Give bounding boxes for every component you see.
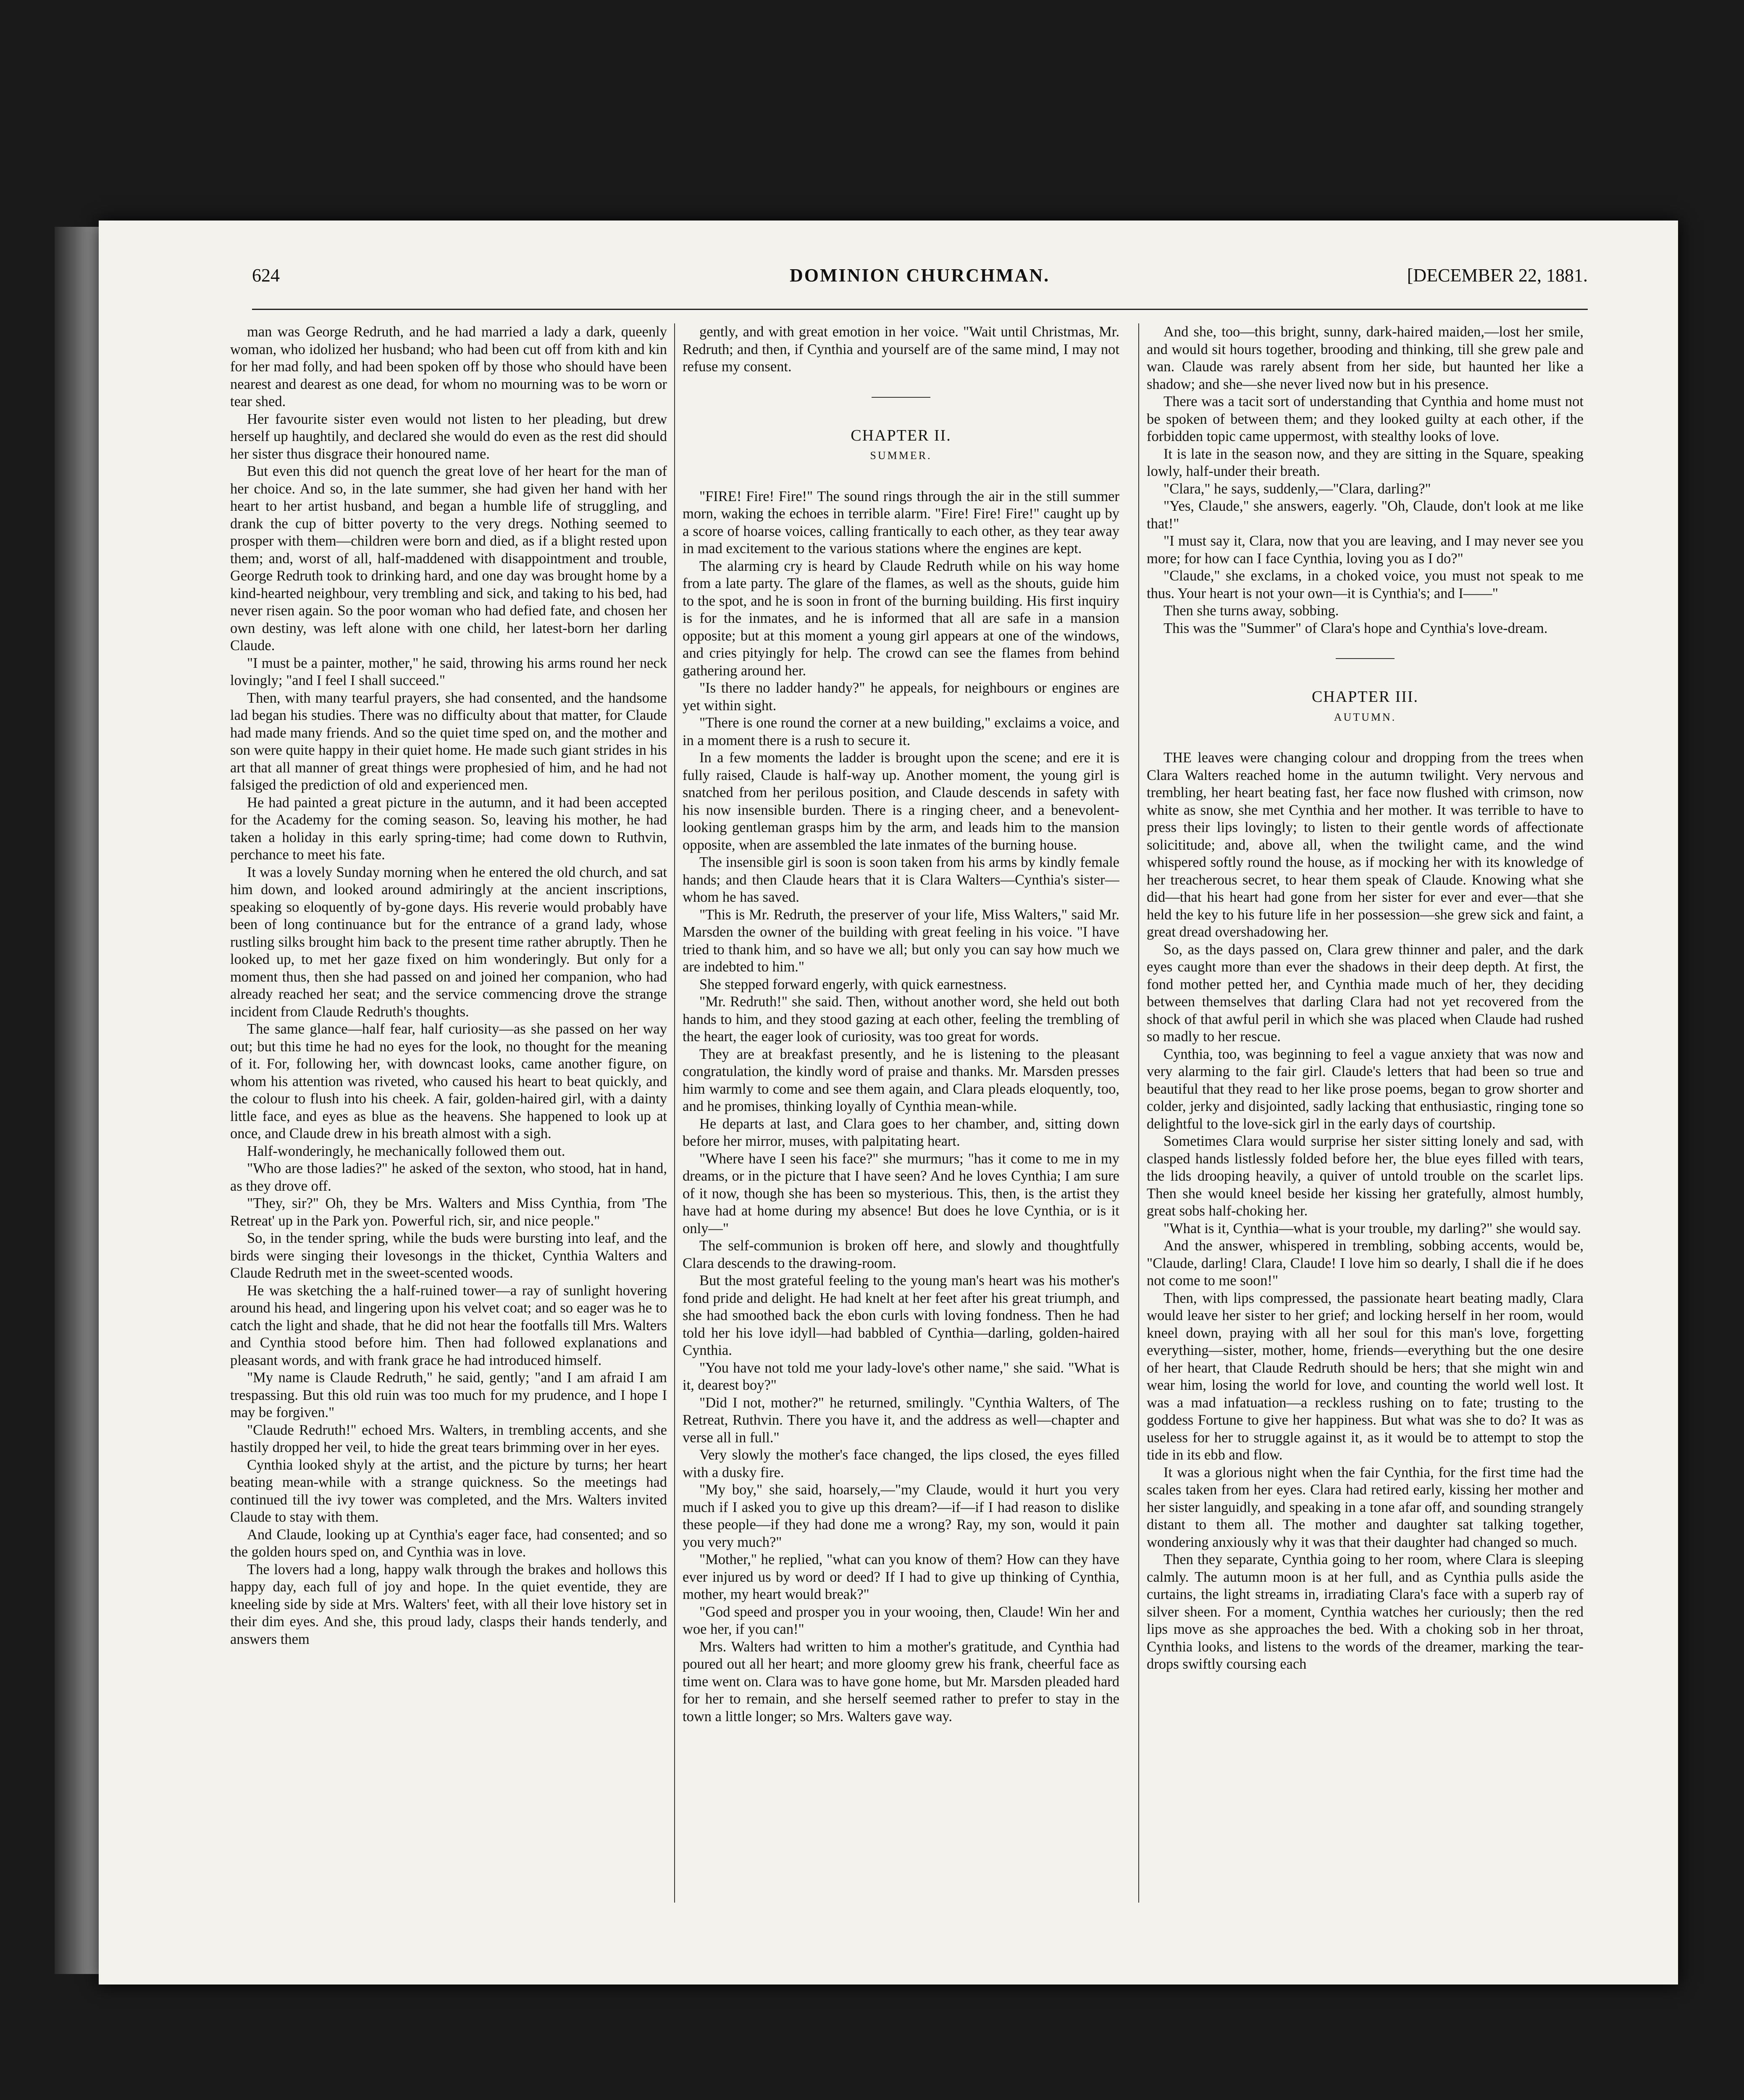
column-2-intro (683, 323, 1119, 376)
paragraph: Then she turns away, sobbing. (1164, 603, 1339, 619)
column-3 (1147, 323, 1584, 1903)
paragraph: Cynthia, too, was beginning to feel a vague anxiety that was now and very alarming to the fair girl. Claude's letters that had been so true and beautiful that they read to her like prose poems, began to grow shorter and colder, jerky and disjointed, sadly lacking that enthusiastic, ringing tone so delightful to the love-sick girl in the early days of courtship. (1147, 1046, 1584, 1132)
column-2-body (683, 488, 1119, 1726)
paragraph: Very slowly the mother's face changed, the lips closed, the eyes filled with a dusky fire. (683, 1447, 1119, 1480)
paragraph: "My boy," she said, hoarsely,—"my Claude, would it hurt you very much if I asked you to give up this dream?—if—if I had reason to dislike these people—if they had done me a wrong? Ray, my son, would it pain you very much?" (683, 1482, 1119, 1550)
paragraph: The alarming cry is heard by Claude Redruth while on his way home from a late party. The glare of the flames, as well as the shouts, guide him to the spot, and he is soon in front of the burning building. His first inquiry is for the inmates, and he is informed that all are safe in a mansion opposite; but at this moment a young girl appears at one of the windows, and cries pityingly for help. The crowd can see the flames from behind gathering around her. (683, 558, 1119, 679)
paragraph: He was sketching the a half-ruined tower—a ray of sunlight hovering around his head, and lingering upon his velvet coat; and so eager was he to catch the light and shade, that he did not hear the footfalls till Mrs. Walters and Cynthia stood before him. Then had followed explanations and pleasant words, and with frank grace he had introduced himself. (230, 1282, 667, 1368)
paragraph: "This is Mr. Redruth, the preserver of your life, Miss Walters," said Mr. Marsden the owner of the building with great feeling in his voice. "I have tried to thank him, and so have we all; but only you can say how much we are indebted to him." (683, 906, 1119, 975)
paragraph: Mrs. Walters had written to him a mother's gratitude, and Cynthia had poured out all her heart; and more gloomy grew his frank, cheerful face as time went on. Clara was to have gone home, but Mr. Marsden pleaded hard for her to remain, and she herself seemed rather to prefer to stay in the town a little longer; so Mrs. Walters gave way. (683, 1638, 1119, 1725)
paragraph: "God speed and prosper you in your wooing, then, Claude! Win her and woe her, if you can!" (683, 1604, 1119, 1637)
paragraph: This was the "Summer" of Clara's hope and Cynthia's love-dream. (1164, 620, 1548, 636)
paragraph: The same glance—half fear, half curiosity—as she passed on her way out; but this time he had no eyes for the look, no thought for the meaning of it. For, following her, with downcast looks, came another figure, on whom his attention was riveted, who caused his heart to beat quickly, and the colour to flush into his cheek. A fair, golden-haired girl, with a dainty little face, and eyes as blue as the heavens. She happened to look up at once, and Claude drew in his breath almost with a sigh. (230, 1021, 667, 1142)
paragraph: "Yes, Claude," she answers, eagerly. "Oh, Claude, don't look at me like that!" (1147, 498, 1584, 532)
paragraph: And Claude, looking up at Cynthia's eager face, had consented; and so the golden hours sped on, and Cynthia was in love. (230, 1526, 667, 1560)
column-1 (230, 323, 667, 1903)
paragraph: Cynthia looked shyly at the artist, and the picture by turns; her heart beating mean-while with a strange quickness. So the meetings had continued till the ivy tower was completed, and the Mrs. Walters invited Claude to stay with them. (230, 1457, 667, 1525)
page-header (252, 265, 1588, 290)
paragraph: And she, too—this bright, sunny, dark-haired maiden,—lost her smile, and would sit hours together, brooding and thinking, till she grew pale and wan. Claude was rarely absent from her side, but haunted her like a shadow; and she—she never lived now but in his presence. (1147, 324, 1584, 392)
header-rule (252, 309, 1588, 310)
chapter-title: CHAPTER III. (1311, 688, 1419, 706)
paragraph: gently, and with great emotion in her voice. "Wait until Christmas, Mr. Redruth; and then, if Cynthia and yourself are of the same mind, I may not refuse my consent. (683, 324, 1119, 375)
paragraph: It was a lovely Sunday morning when he entered the old church, and sat him down, and looked around admiringly at the ancient inscriptions, speaking so eloquently of by-gone days. His reverie would probably have been of long continuance but for the entrance of a grand lady, whose rustling silks brought him back to the present time rather abruptly. Then he looked up, to met her gaze fixed on him wonderingly. But only for a moment thus, then she had passed on and joined her companion, who had already reached her seat; and the service commencing drove the strange incident from Claude Redruth's thoughts. (230, 864, 667, 1020)
paragraph: And the answer, whispered in trembling, sobbing accents, would be, "Claude, darling! Clara, Claude! I love him so dearly, I shall die if he does not come to me soon!" (1147, 1238, 1584, 1289)
paragraph: The self-communion is broken off here, and slowly and thoughtfully Clara descends to the drawing-room. (683, 1238, 1119, 1271)
paragraph: "I must say it, Clara, now that you are leaving, and I may never see you more; for how can I face Cynthia, loving you as I do?" (1147, 533, 1584, 567)
paragraph: They are at breakfast presently, and he is listening to the pleasant congratulation, the kindly word of praise and thanks. Mr. Marsden presses him warmly to come and see them again, and Clara pleads eloquently, too, and he promises, thinking loyally of Cynthia mean-while. (683, 1046, 1119, 1114)
paragraph: So, as the days passed on, Clara grew thinner and paler, and the dark eyes caught more than ever the shadows in their deep depth. At first, the fond mother petted her, and Cynthia made much of her, they deciding between themselves that darling Clara had not yet recovered from the shock of that awful peril in which she was placed when Claude had rushed so madly to her rescue. (1147, 941, 1584, 1045)
chapter-subtitle: SUMMER. (870, 449, 932, 462)
issue-date: [DECEMBER 22, 1881. (1407, 265, 1588, 286)
paragraph: "Claude Redruth!" echoed Mrs. Walters, in trembling accents, and she hastily dropped her veil, to hide the great tears brimming over in her eyes. (230, 1422, 667, 1455)
paragraph: It is late in the season now, and they are sitting in the Square, speaking lowly, half-under their breath. (1147, 446, 1584, 479)
page-number: 624 (252, 265, 280, 286)
paragraph: She stepped forward engerly, with quick earnestness. (699, 976, 1007, 992)
section-separator (872, 397, 930, 398)
paragraph: So, in the tender spring, while the buds were bursting into leaf, and the birds were singing their lovesongs in the thicket, Cynthia Walters and Claude Redruth met in the sweet-scented woods. (230, 1230, 667, 1281)
paragraph: Sometimes Clara would surprise her sister sitting lonely and sad, with clasped hands listlessly folded before her, the blue eyes filled with tears, the lids drooping heavily, a quiver of untold trouble on the scarlet lips. Then she would kneel beside her kissing her gratefully, almost humbly, great sobs half-choking her. (1147, 1133, 1584, 1219)
paragraph: "I must be a painter, mother," he said, throwing his arms round her neck lovingly; "and I feel I shall succeed." (230, 655, 667, 688)
chapter-subtitle: AUTUMN. (1334, 711, 1397, 723)
paragraph: "Mr. Redruth!" she said. Then, without another word, she held out both hands to him, and they stood gazing at each other, feeling the trembling of the heart, the eager look of curiosity, was too great for words. (683, 994, 1119, 1045)
journal-title: DOMINION CHURCHMAN. (790, 265, 1050, 286)
paragraph: "What is it, Cynthia—what is your trouble, my darling?" she would say. (1164, 1220, 1581, 1236)
paragraph: "They, sir?" Oh, they be Mrs. Walters and Miss Cynthia, from 'The Retreat' up in the Park yon. Powerful rich, sir, and nice people." (230, 1195, 667, 1229)
paragraph: "Did I not, mother?" he returned, smilingly. "Cynthia Walters, of The Retreat, Ruthvin. There you have it, and the address as well—chapter and verse all in full." (683, 1394, 1119, 1446)
paragraph: "Where have I seen his face?" she murmurs; "has it come to me in my dreams, or in the picture that I have seen? And he loves Cynthia; I am sure of it now, though she has been so mysterious. This, then, is the artist they have had at home during my absence! But does he love Cynthia, or is it only—" (683, 1150, 1119, 1236)
paragraph: "You have not told me your lady-love's other name," she said. "What is it, dearest boy?" (683, 1360, 1119, 1393)
paragraph: Then, with many tearful prayers, she had consented, and the handsome lad began his studies. There was no difficulty about that matter, for Claude had made many friends. And so the quiet time sped on, and the mother and son were quite happy in their quiet home. He made such giant strides in his art that all manner of great things were prophesied of him, and he had not falsiged the prediction of old and experienced men. (230, 690, 667, 793)
paragraph: THE leaves were changing colour and dropping from the trees when Clara Walters reached home in the autumn twilight. Very nervous and trembling, her heart beating fast, her face now flushed with crimson, now white as snow, she met Cynthia and her mother. It was terrible to have to press their lips lovingly; to listen to their gentle words of affectionate solicititude; and, above all, when the twilight came, and the wind whispered softly round the house, as if mocking her with its knowledge of her treacherous secret, to hear them speak of Claude. Knowing what she did—that his heart had gone from her sister for ever and ever—that she held the key to his future life in her possession—she grew sick and faint, a great dread overshadowing her. (1147, 750, 1584, 940)
paragraph: "My name is Claude Redruth," he said, gently; "and I am afraid I am trespassing. But this old ruin was too much for my prudence, and I hope I may be forgiven." (230, 1370, 667, 1420)
section-separator (1336, 658, 1395, 659)
column-divider (674, 323, 675, 1903)
paragraph: "Who are those ladies?" he asked of the sexton, who stood, hat in hand, as they drove off. (230, 1160, 667, 1194)
paragraph: Her favourite sister even would not listen to her pleading, but drew herself up haughtily, and declared she would do even as the rest did should her sister thus disgrace their honoured name. (230, 411, 667, 462)
paragraph: It was a glorious night when the fair Cynthia, for the first time had the scales taken from her eyes. Clara had retired early, kissing her mother and her sister languidly, and speaking in a tone afar off, and sounding strangely distant to them all. The mother and daughter sat talking together, wondering anxiously why it was that their daughter had changed so much. (1147, 1464, 1584, 1550)
paragraph: "There is one round the corner at a new building," exclaims a voice, and in a moment there is a rush to secure it. (683, 715, 1119, 748)
paragraph: man was George Redruth, and he had married a lady a dark, queenly woman, who idolized her husband; who had been cut off from kith and kin for her mad folly, and had been spoken off by those who should have been nearest and dearest as one dead, for whom no mourning was to be worn or tear shed. (230, 324, 667, 410)
paragraph: He departs at last, and Clara goes to her chamber, and, sitting down before her mirror, muses, with palpitating heart. (683, 1116, 1119, 1149)
paragraph: "Mother," he replied, "what can you know of them? How can they have ever injured us by word or deed? If I had to give up thinking of Cynthia, mother, my heart would break?" (683, 1551, 1119, 1602)
column-3-body (1147, 749, 1584, 1673)
paragraph: Then, with lips compressed, the passionate heart beating madly, Clara would leave her sister to her grief; and locking herself in her room, would kneel down, praying with all her soul for this man's love, forgetting everything—sister, mother, home, friends—everything but the one desire of her heart, that Claude Redruth should be hers; that she might win and wear him, losing the world for love, and counting the world well lost. It was a mad infatuation—a reckless rushing on to fate; trusting to the goddess Fortune to give her happiness. But what was she to do? It was as useless for her to struggle against it, as it would be to attempt to stop the tide in its ebb and flow. (1147, 1290, 1584, 1463)
paragraph: The lovers had a long, happy walk through the brakes and hollows this happy day, each full of joy and hope. In the quiet eventide, they are kneeling side by side at Mrs. Walters' feet, with all their love history set in their dim eyes. And she, this proud lady, clasps their hands tenderly, and answers them (230, 1561, 667, 1647)
chapter-title: CHAPTER II. (851, 426, 951, 444)
column-3-intro (1147, 323, 1584, 637)
paragraph: The insensible girl is soon is soon taken from his arms by kindly female hands; and then Claude hears that it is Clara Walters—Cynthia's sister—whom he has saved. (683, 854, 1119, 905)
paragraph: But even this did not quench the great love of her heart for the man of her choice. And so, in the late summer, she had given her hand with her heart to her artist husband, and began a humble life of struggling, and drank the cup of bitter poverty to the very dregs. Nothing seemed to prosper with them—children were born and died, as if a blight rested upon them; and, worst of all, half-maddened with disappointment and trouble, George Redruth took to drinking hard, and one day was brought home by a kind-hearted neighbour, very trembling and sick, and taking to his bed, had never risen again. So the poor woman who had defied fate, and chosen her own destiny, was left alone with one child, her latest-born her darling Claude. (230, 463, 667, 654)
column-1-body (230, 323, 667, 1648)
paragraph: Half-wonderingly, he mechanically followed them out. (247, 1143, 565, 1159)
paragraph: In a few moments the ladder is brought upon the scene; and ere it is fully raised, Claude is half-way up. Another moment, the young girl is snatched from her perilous position, and Claude descends in safety with his now insensible burden. There is a ringing cheer, and a benevolent-looking gentleman grasps him by the arm, and leads him to the mansion opposite, when are assembled the late inmates of the burning house. (683, 750, 1119, 853)
paragraph: "Is there no ladder handy?" he appeals, for neighbours or engines are yet within sight. (683, 680, 1119, 714)
book-binding-edge (55, 227, 105, 1974)
paragraph: "Clara," he says, suddenly,—"Clara, darling?" (1164, 480, 1431, 497)
column-2 (683, 323, 1119, 1903)
column-divider (1138, 323, 1139, 1903)
paragraph: But the most grateful feeling to the young man's heart was his mother's fond pride and delight. He had knelt at her feet after his great triumph, and she had smoothed back the ebon curls with loving fondness. Then he had told her his love idyll—had babbled of Cynthia—darling, golden-haired Cynthia. (683, 1273, 1119, 1358)
paragraph: "Claude," she exclams, in a choked voice, you must not speak to me thus. Your heart is not your own—it is Cynthia's; and I——" (1147, 568, 1584, 601)
paragraph: Then they separate, Cynthia going to her room, where Clara is sleeping calmly. The autumn moon is at her full, and as Cynthia pulls aside the curtains, the light streams in, irradiating Clara's face with a superb ray of silver sheen. For a moment, Cynthia watches her curiously; then the red lips move as she approaches the bed. With a choking sob in her throat, Cynthia looks, and listens to the words of the dreamer, marking the tear-drops swiftly coursing each (1147, 1551, 1584, 1672)
paragraph: There was a tacit sort of understanding that Cynthia and home must not be spoken of between them; and they looked guilty at each other, if the forbidden topic came uppermost, with stealthy looks of love. (1147, 394, 1584, 444)
paragraph: He had painted a great picture in the autumn, and it had been accepted for the Academy for the coming season. So, leaving his mother, he had taken a holiday in this early spring-time; had come down to Ruthvin, perchance to meet his fate. (230, 794, 667, 863)
paragraph: "FIRE! Fire! Fire!" The sound rings through the air in the still summer morn, waking the echoes in terrible alarm. "Fire! Fire! Fire!" caught up by a score of hoarse voices, calling frantically to each other, as they tear away in mad excitement to the various stations where the engines are kept. (683, 488, 1119, 556)
